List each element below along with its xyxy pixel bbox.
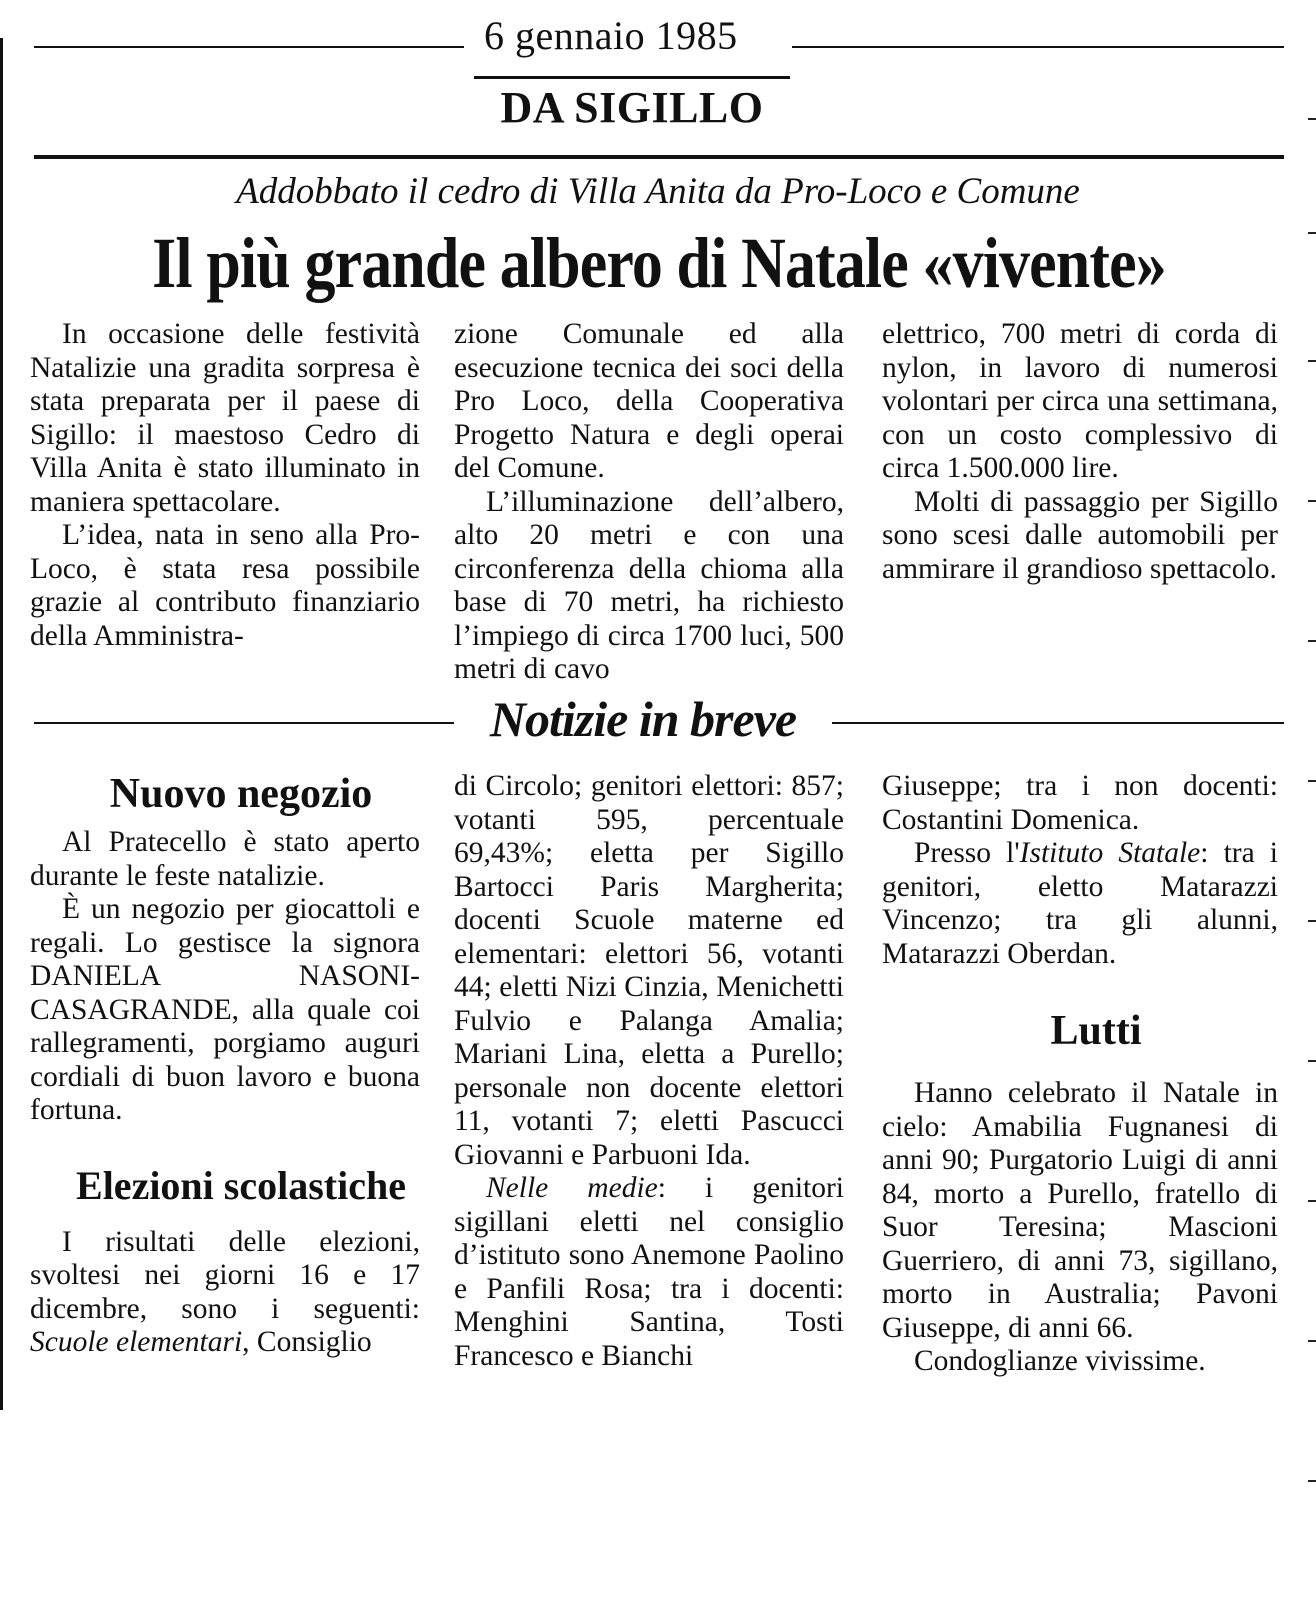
article-column-2 <box>454 318 844 687</box>
emphasis-text: Scuole elementari <box>30 1326 243 1358</box>
article-column-1 <box>30 318 420 653</box>
article-headline: Il più grande albero di Natale «vivente» <box>152 223 1166 303</box>
briefs-column-1 <box>30 770 420 1360</box>
issue-date: 6 gennaio 1985 <box>484 13 738 58</box>
scan-mark <box>1308 1340 1316 1342</box>
briefs-rule-right <box>832 722 1284 724</box>
article-kicker: Addobbato il cedro di Villa Anita da Pro-Loco e Comune <box>236 171 1080 212</box>
scan-mark <box>1308 920 1316 922</box>
brief-text: : tra i genitori, eletto Matarazzi Vincenzo; tra gli alunni, Matarazzi Oberdan. <box>882 837 1278 970</box>
emphasis-text: Istituto Statale <box>1019 837 1201 869</box>
scan-mark <box>1308 1200 1316 1202</box>
brief-paragraph: Nelle medie: i genitori sigillani eletti nel consiglio d’istituto sono Anemone Paolino e Panfili Rosa; tra i docenti: Menghini Santina, Tosti Francesco e Bianchi <box>454 1172 844 1372</box>
emphasis-text: Nelle medie <box>486 1172 658 1204</box>
subheading-elezioni: Elezioni scolastiche <box>76 1162 406 1208</box>
article-paragraph-continued: elettrico, 700 metri di corda di nylon, in lavoro di numerosi volontari per circa una settimana, con un costo complessivo di circa 1.500.000 lire. <box>882 318 1278 484</box>
scan-mark <box>1308 360 1316 362</box>
brief-paragraph-continued: di Circolo; genitori elettori: 857; votanti 595, percentuale 69,43%; eletta per Sigillo Bartocci Paris Margherita; docenti Scuole materne ed elementari: elettori 56, votanti 44; eletti Nizi Cinzia, Menichetti Fulvio e Palanga Amalia; Mariani Lina, eletta a Purello; personale non docente elettori 11, votanti 7; eletti Pascucci Giovanni e Parbuoni Ida. <box>454 770 844 1171</box>
brief-paragraph: È un negozio per giocattoli e regali. Lo gestisce la signora DANIELA NASONI-CASAGRANDE, alla quale coi rallegramenti, porgiamo auguri cordiali di buon lavoro e buona fortuna. <box>30 893 420 1126</box>
date-rule-left <box>34 46 464 48</box>
scan-mark <box>1308 1480 1316 1482</box>
section-title: DA SIGILLO <box>500 83 764 132</box>
subheading-lutti: Lutti <box>1050 1008 1142 1054</box>
briefs-column-3 <box>882 770 1278 1379</box>
date-underline <box>474 76 790 79</box>
brief-paragraph: Condoglianze vivissime. <box>914 1345 1206 1377</box>
section-rule <box>34 155 1284 159</box>
page-edge-line <box>0 38 3 1410</box>
article-column-3 <box>882 318 1278 586</box>
briefs-title: Notizie in breve <box>489 691 797 747</box>
article-paragraph-continued: zione Comunale ed alla esecuzione tecnica dei soci della Pro Loco, della Cooperativa Progetto Natura e degli operai del Comune. <box>454 318 844 484</box>
scan-mark <box>1308 640 1316 642</box>
brief-paragraph-continued: Giuseppe; tra i non docenti: Costantini Domenica. <box>882 770 1278 836</box>
subheading-nuovo-negozio: Nuovo negozio <box>109 771 373 817</box>
brief-paragraph: I risultati delle elezioni, svoltesi nei giorni 16 e 17 dicembre, sono i seguenti: Scuole elementari, Consiglio <box>30 1225 420 1358</box>
scan-mark <box>1308 118 1316 120</box>
scan-mark <box>1308 780 1316 782</box>
brief-paragraph: Al Pratecello è stato aperto durante le feste natalizie. <box>30 826 420 892</box>
article-paragraph: L’idea, nata in seno alla Pro-Loco, è stata resa possibile grazie al contributo finanziario della Amministra- <box>30 519 420 652</box>
scan-mark <box>1308 1060 1316 1062</box>
article-paragraph: Molti di passaggio per Sigillo sono scesi dalle automobili per ammirare il grandioso spettacolo. <box>882 485 1278 585</box>
scan-mark <box>1308 500 1316 502</box>
scan-mark <box>1308 232 1316 234</box>
article-paragraph: L’illuminazione dell’albero, alto 20 metri e con una circonferenza della chioma alla base di 70 metri, ha richiesto l’impiego di circa 1700 luci, 500 metri di cavo <box>454 485 844 685</box>
briefs-rule-left <box>34 722 454 724</box>
brief-text: Presso l' <box>914 837 1020 869</box>
brief-paragraph: Hanno celebrato il Natale in cielo: Amabilia Fugnanesi di anni 90; Purgatorio Luigi di anni 84, morto a Purello, fratello di Suor Teresina; Mascioni Guerriero, di anni 73, sigillano, morto in Australia; Pavoni Giuseppe, di anni 66. <box>882 1077 1278 1344</box>
briefs-column-2 <box>454 770 844 1373</box>
article-paragraph: In occasione delle festività Natalizie una gradita sorpresa è stata preparata per il paese di Sigillo: il maestoso Cedro di Villa Anita è stato illuminato in maniera spettacolare. <box>30 318 420 518</box>
date-rule-right <box>792 46 1284 48</box>
brief-paragraph <box>882 837 1278 971</box>
